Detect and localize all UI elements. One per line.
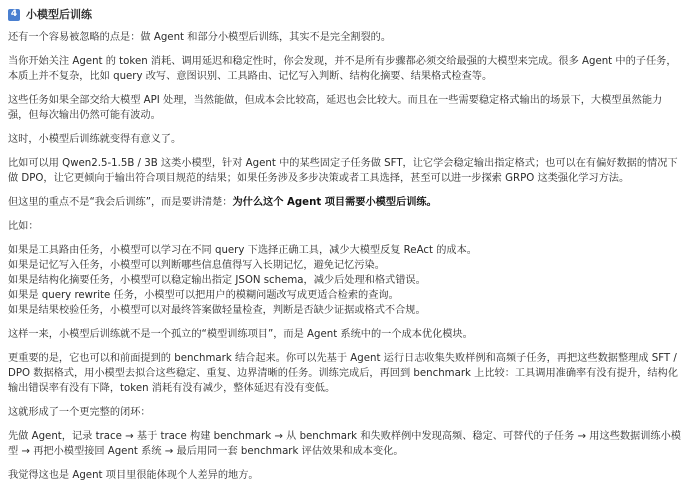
- paragraph-11: 先做 Agent，记录 trace → 基于 trace 构建 benchmark → 从 benchmark 和失败样例中发现高频、稳定、可替代的子任务 → 用这些数据训练小模型 → 再把小模型接回 Agent 系统 → 最后用同一套 benchmark 评估效果和成本变化。: [8, 431, 681, 457]
- list-item: 如果是结构化摘要任务，小模型可以稳定输出指定 JSON schema，减少后处理和格式错误。: [8, 275, 426, 286]
- paragraph-4: 这时，小模型后训练就变得有意义了。: [8, 134, 182, 145]
- paragraph-10: 这就形成了一个更完整的闭环：: [8, 407, 151, 418]
- emphasis-text: 为什么这个 Agent 项目需要小模型后训练。: [232, 197, 437, 208]
- section-title: 小模型后训练: [26, 8, 92, 21]
- paragraph-6: [8, 195, 682, 210]
- list-item: 如果是结果校验任务，小模型可以对最终答案做轻量检查，判断是否缺少证据或格式不合规。: [8, 305, 426, 316]
- list-item: 如果是 query rewrite 任务，小模型可以把用户的模糊问题改写成更适合检索的查询。: [8, 290, 399, 301]
- paragraph-2: 当你开始关注 Agent 的 token 消耗、调用延迟和稳定性时，你会发现，并不是所有步骤都必须交给最强的大模型来完成。很多 Agent 中的子任务，本质上并不复杂，比如 query 改写、意图识别、工具路由、记忆写入判断、结构化摘要、结果格式检查等。: [8, 56, 677, 82]
- list-item: 如果是记忆写入任务，小模型可以判断哪些信息值得写入长期记忆，避免记忆污染。: [8, 260, 385, 271]
- paragraph-3: 这些任务如果全部交给大模型 API 处理，当然能做，但成本会比较高，延迟也会比较大。而且在一些需要稳定格式输出的场景下，大模型虽然能力强，但每次输出仍然可能有波动。: [8, 95, 663, 121]
- paragraph-9: 更重要的是，它也可以和前面提到的 benchmark 结合起来。你可以先基于 Agent 运行日志收集失败样例和高频子任务，再把这些数据整理成 SFT / DPO 数据格式，用小模型去拟合这些稳定、重复、边界清晰的任务。训练完成后，再回到 benchmark 上比较：工具调用准确率有没有提升，结构化输出错误率有没有下降，token 消耗有没有减少，整体延迟有没有变低。: [8, 353, 678, 394]
- paragraph-7: 比如：: [8, 221, 39, 232]
- paragraph-8: 这样一来，小模型后训练就不是一个孤立的“模型训练项目”，而是 Agent 系统中的一个成本优化模块。: [8, 329, 473, 340]
- paragraph-12: 我觉得这也是 Agent 项目里很能体现个人差异的地方。: [8, 470, 259, 481]
- section-heading: [8, 6, 682, 23]
- paragraph-1: 还有一个容易被忽略的点是：做 Agent 和部分小模型后训练，其实不是完全割裂的。: [8, 32, 392, 43]
- list-item: 如果是工具路由任务，小模型可以学习在不同 query 下选择正确工具，减少大模型反复 ReAct 的成本。: [8, 245, 477, 256]
- paragraph-6-prefix: 但这里的重点不是“我会后训练”，而是要讲清楚：: [8, 197, 233, 208]
- examples-list: [8, 243, 682, 318]
- number-badge-icon: 4: [8, 9, 20, 21]
- paragraph-5: 比如可以用 Qwen2.5-1.5B / 3B 这类小模型，针对 Agent 中的某些固定子任务做 SFT，让它学会稳定输出指定格式；也可以在有偏好数据的情况下做 DPO，让它更倾向于输出符合项目规范的结果；如果任务涉及多步决策或者工具选择，甚至可以进一步探索 GRPO 这类强化学习方法。: [8, 158, 678, 184]
